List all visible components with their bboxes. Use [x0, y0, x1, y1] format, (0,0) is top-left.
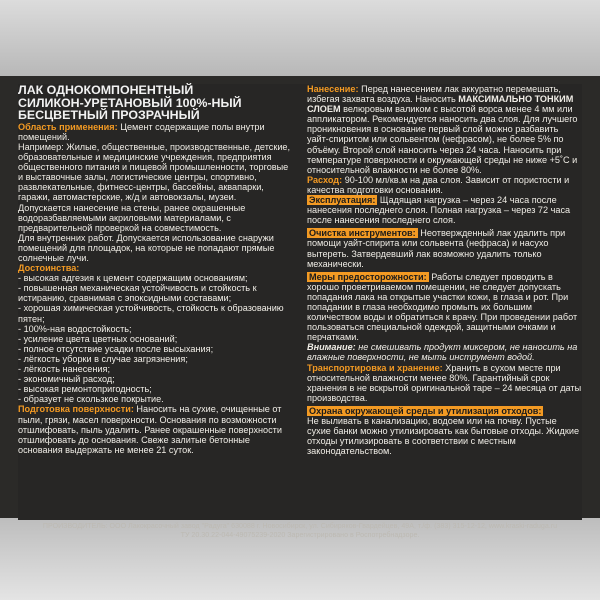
manufacturer-line: ПРОИЗВОДИТЕЛЬ: ООО Лакокрасочный завод "Радуга" 630088 г. Новосибирск, ул. Сибиряков-Гвардейцев, 49А, т./ф. (383) 315-12-12, www.kraski-raduga.ru	[42, 522, 558, 530]
application-method-text-3: Наносить при температуре поверхности и окружающей среды не ниже +5˚С и относительной влажности не более 80%.	[307, 144, 578, 175]
transport-text: Хранить в сухом месте при относительной влажности менее 80%. Гарантийный срок хранения в не вскрытой оригинальной таре – 24 месяца от даты производства.	[307, 362, 582, 403]
application-method-section	[307, 84, 582, 175]
application-method-text-2: велюровым валиком с высотой ворса менее 4 мм или аппликатором. Рекомендуется наносить два слоя. Для лучшего проникновения в основание первый слой можно разбавить уайт-спиритом или сольвентом (нефрасом), не более 5% по объёму. Второй слой наносить через 24 часа.	[307, 104, 578, 155]
consumption-section	[307, 175, 582, 195]
advantage-item: - высокая ремонтопригодность;	[18, 384, 152, 395]
cleaning-section	[307, 228, 582, 268]
surface-prep-header: Подготовка поверхности:	[18, 404, 134, 415]
advantage-item: - образует не скользкое покрытие.	[18, 394, 164, 405]
safety-section	[307, 272, 582, 343]
operation-section	[307, 195, 582, 225]
advantage-item: - лёгкость нанесения;	[18, 364, 110, 375]
consumption-text: 90-100 мл/кв.м на два слоя. Зависит от пористости и качества подготовки основания.	[307, 174, 570, 195]
registration-line: ТУ 20.30.22-044-49075239-2020 Зарегистрировано в Роспотребнадзоре.	[180, 531, 420, 539]
advantage-item: - высокая адгезия к цемент содержащим основаниям;	[18, 273, 248, 284]
advantage-item: - полное отсутствие усадки после высыхания;	[18, 343, 214, 354]
product-label	[18, 84, 582, 520]
application-method-text-1: Перед нанесением лак аккуратно перемешать, избегая захвата воздуха. Наносить	[307, 84, 561, 105]
background-top-band	[0, 0, 600, 76]
application-header: Область применения:	[18, 121, 118, 132]
application-examples: Например: Жилые, общественные, производственные, детские, образовательные и медицинские учреждения, предприятия общественного питания и пищевой промышленности, торговые и выставочные залы, логистические центры, спортивно, развлекательные, фитнесс-центры, бассейны, аквапарки, гаражи, автомастерские, ж/д и автовокзалы, музеи.	[18, 141, 291, 203]
cleaning-header: Очистка инструментов:	[309, 228, 416, 239]
application-method-header: Нанесение:	[307, 84, 359, 94]
transport-section	[307, 363, 582, 403]
safety-header: Меры предосторожности:	[309, 271, 427, 282]
advantage-item: - повышенная механическая устойчивость и стойкость к истиранию, сравнимая с эпоксидными составами;	[18, 283, 257, 304]
advantages-header: Достоинства:	[18, 263, 80, 274]
advantage-item: - 100%-ная водостойкость;	[18, 323, 132, 334]
transport-header: Транспортировка и хранение:	[307, 362, 443, 373]
safety-text: Работы следует проводить в хорошо проветриваемом помещении, не следует допускать попадания лака на открытые участки кожи, в глаза и рот. При попадании в глаза необходимо промыть их большим количеством воды и обратиться к врачу. При проведении работ пользоваться специальной одеждой, защитными очками и перчатками.	[307, 271, 578, 343]
product-title	[18, 84, 294, 122]
advantage-item: - усиление цвета цветных оснований;	[18, 333, 178, 344]
manufacturer-footer	[18, 522, 582, 540]
attention-section	[307, 342, 582, 362]
title-line-3: БЕСЦВЕТНЫЙ ПРОЗРАЧНЫЙ	[18, 108, 200, 123]
consumption-header: Расход:	[307, 174, 343, 185]
left-column	[18, 84, 294, 455]
right-column	[307, 84, 582, 456]
operation-text: Щадящая нагрузка – через 24 часа после нанесения последнего слоя. Полная нагрузка – через 72 часа после нанесения последнего слоя.	[307, 195, 571, 226]
application-section	[18, 122, 294, 142]
environment-text: Не выливать в канализацию, водоем или на почву. Пустые сухие банки можно утилизировать как бытовые отходы. Жидкие отходы утилизировать в соответствии с местным законодательством.	[307, 416, 580, 457]
cleaning-text: Неотвержденный лак удалить при помощи уайт-спирита или сольвента (нефраса) и насухо вытереть. Затвердевший лак возможно удалить только механически.	[307, 228, 566, 269]
application-outdoor: Для внутренних работ. Допускается использование снаружи помещений для площадок, на которые не попадают прямые солнечные лучи.	[18, 232, 275, 263]
application-walls: Допускается нанесение на стены, ранее окрашенные водоразбавляемыми акриловыми материалами, с предварительной проверкой на совместимость.	[18, 202, 246, 233]
surface-prep-text: Наносить на сухие, очищенные от пыли, грязи, масел поверхности. Основания по возможности отшлифовать, пыль удалить. Ранее окрашенные поверхности отшлифовать до основания. Свеже залитые бетонные основания выдержать не менее 21 суток.	[18, 404, 282, 455]
environment-section	[307, 406, 582, 416]
surface-prep-section	[18, 404, 294, 454]
title-line-1: ЛАК ОДНОКОМПОНЕНТНЫЙ	[18, 83, 194, 97]
attention-header: Внимание:	[307, 342, 356, 353]
environment-header: Охрана окружающей среды и утилизация отходов:	[309, 405, 542, 416]
operation-header: Эксплуатация:	[309, 195, 376, 206]
thin-layer-emphasis: МАКСИМАЛЬНО ТОНКИМ СЛОЕМ	[307, 94, 574, 115]
advantage-item: - хорошая химическая устойчивость, стойкость к образованию пятен;	[18, 303, 284, 324]
advantage-item: - лёгкость уборки в случае загрязнения;	[18, 353, 188, 364]
title-line-2: СИЛИКОН-УРЕТАНОВЫЙ 100%-НЫЙ	[18, 95, 242, 110]
attention-text: не смешивать продукт миксером, не наносить на влажные поверхности, не мыть инструмент водой.	[307, 342, 578, 363]
application-text-1: Цемент содержащие полы внутри помещений.	[18, 121, 265, 142]
advantage-item: - экономичный расход;	[18, 374, 115, 385]
